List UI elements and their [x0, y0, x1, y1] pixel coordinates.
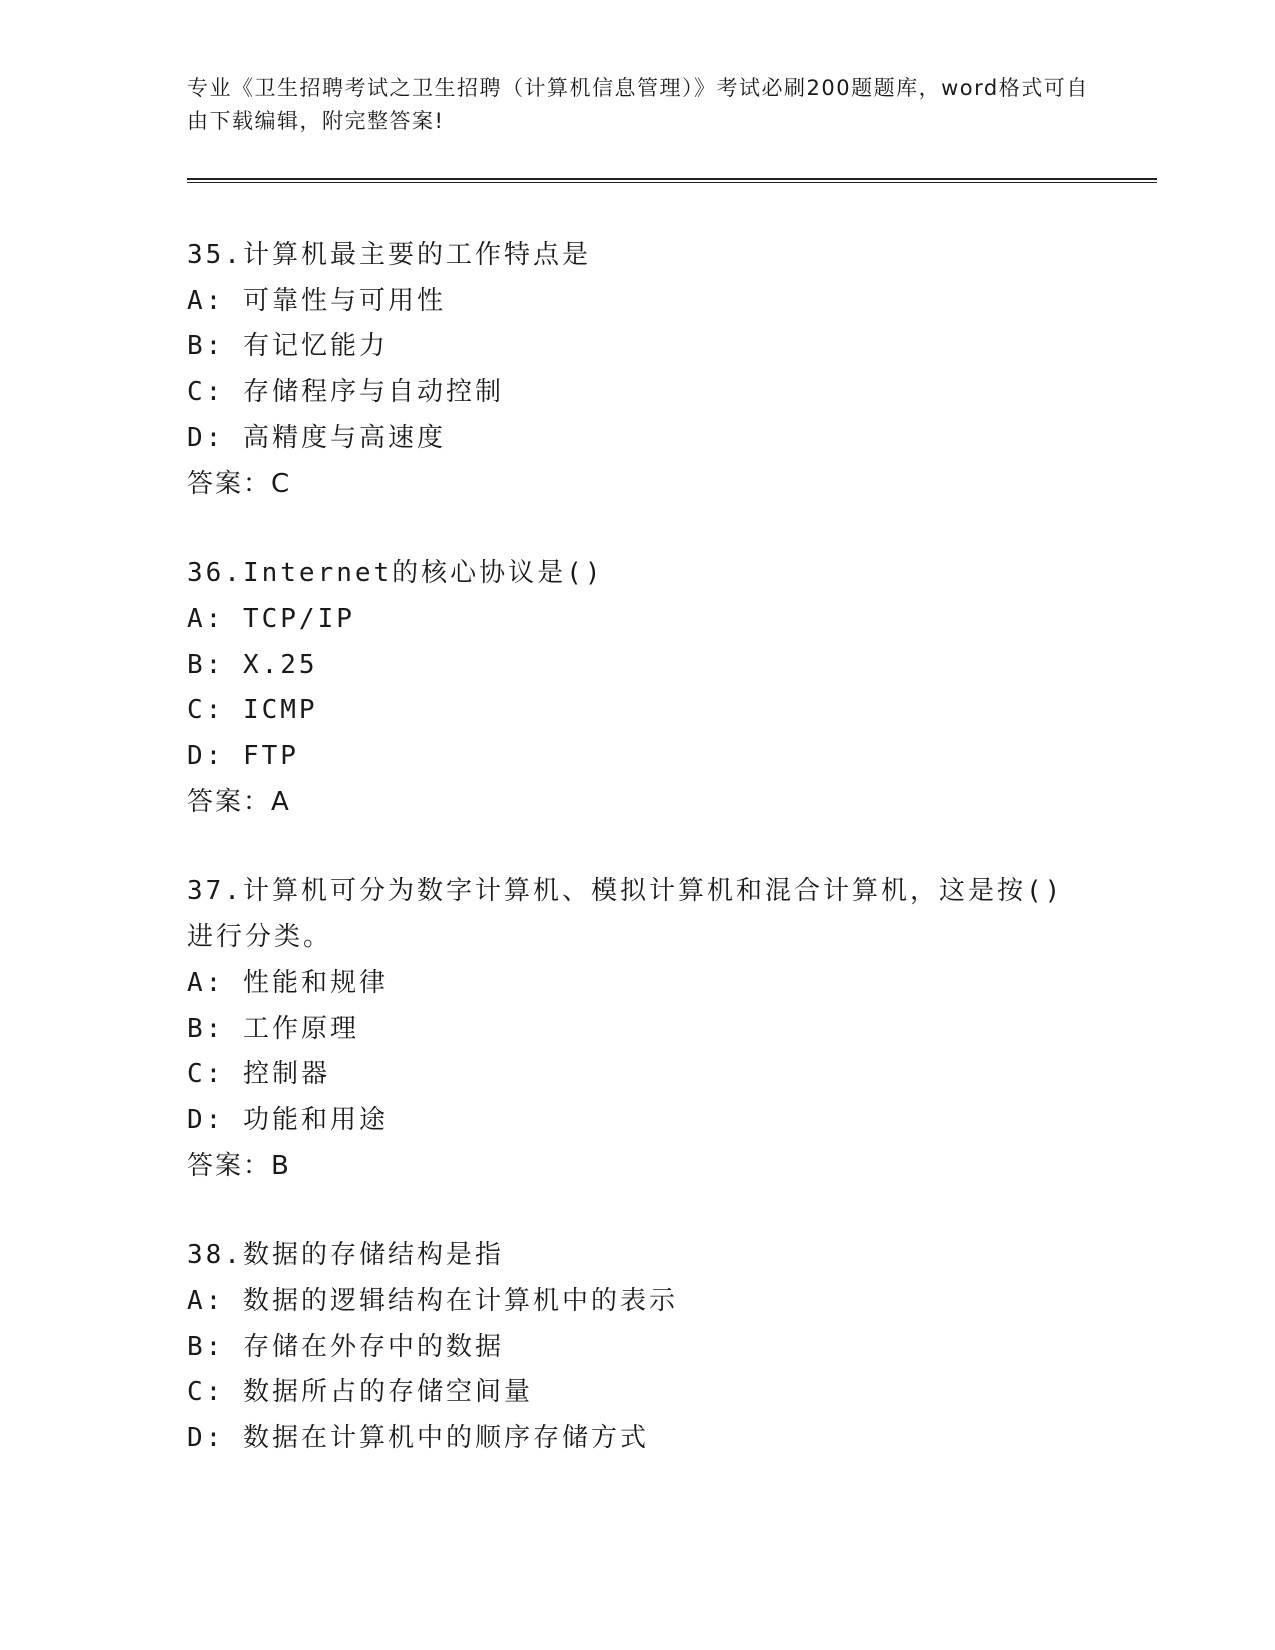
- option-d: D: 高精度与高速度: [187, 422, 446, 453]
- answer-line: 答案：C: [187, 468, 292, 499]
- option-b: B: 存储在外存中的数据: [187, 1331, 504, 1362]
- question-38: [187, 1233, 1157, 1462]
- question-35: [187, 233, 1157, 507]
- answer-line: 答案：A: [187, 786, 291, 817]
- option-b: B: X.25: [187, 649, 318, 680]
- option-d: D: FTP: [187, 741, 299, 772]
- question-list: [187, 233, 1157, 1506]
- option-c: C: 存储程序与自动控制: [187, 377, 504, 408]
- question-37: [187, 869, 1157, 1189]
- question-36: [187, 551, 1157, 825]
- question-stem: 35.计算机最主要的工作特点是: [187, 240, 591, 270]
- question-stem: 36.Internet的核心协议是(): [187, 558, 604, 589]
- question-stem: 37.计算机可分为数字计算机、模拟计算机和混合计算机，这是按()进行分类。: [187, 876, 1064, 953]
- option-a: A: 性能和规律: [187, 967, 388, 998]
- header-divider: [187, 178, 1157, 183]
- option-c: C: 控制器: [187, 1059, 330, 1090]
- answer-line: 答案：B: [187, 1150, 291, 1181]
- option-a: A: 可靠性与可用性: [187, 285, 446, 316]
- option-b: B: 工作原理: [187, 1013, 359, 1044]
- question-stem: 38.数据的存储结构是指: [187, 1240, 504, 1271]
- option-a: A: TCP/IP: [187, 603, 355, 634]
- option-d: D: 数据在计算机中的顺序存储方式: [187, 1423, 649, 1454]
- option-c: C: 数据所占的存储空间量: [187, 1377, 533, 1408]
- option-b: B: 有记忆能力: [187, 331, 388, 362]
- option-c: C: ICMP: [187, 695, 318, 726]
- option-a: A: 数据的逻辑结构在计算机中的表示: [187, 1286, 678, 1317]
- document-header: 专业《卫生招聘考试之卫生招聘（计算机信息管理）》考试必刷200题题库，word格式可自由下载编辑，附完整答案!: [187, 76, 1089, 133]
- option-d: D: 功能和用途: [187, 1104, 388, 1135]
